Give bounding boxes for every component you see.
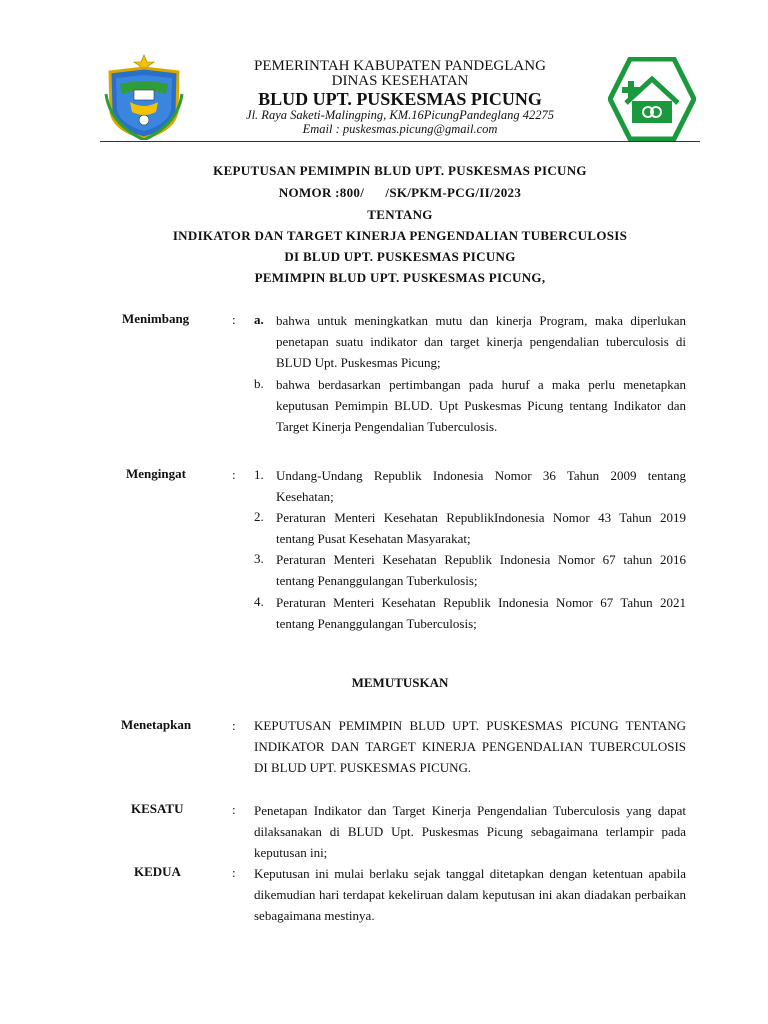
kesatu-label: KESATU xyxy=(131,801,184,816)
menimbang-item-a: bahwa untuk meningkatkan mutu dan kinerja Program, maka diperlukan penetapan suatu indikator dan target kinerja pengendalian tuberculosis di BLUD Upt. Puskesmas Picung; xyxy=(276,313,686,370)
mengingat-item-4: Peraturan Menteri Kesehatan Republik Indonesia Nomor 67 Tahun 2021 tentang Penanggulangan Tuberculosis; xyxy=(276,595,686,631)
letterhead-address: Jl. Raya Saketi-Malingping, KM.16PicungPandeglang 42275 xyxy=(246,108,554,122)
decree-subject-location: DI BLUD UPT. PUSKESMAS PICUNG xyxy=(284,249,516,264)
menimbang-marker-a: a. xyxy=(254,312,264,327)
memutuskan-heading: MEMUTUSKAN xyxy=(351,675,449,690)
letterhead-government: PEMERINTAH KABUPATEN PANDEGLANG xyxy=(254,58,546,74)
menimbang-colon: : xyxy=(232,312,236,327)
mengingat-colon: : xyxy=(232,467,236,482)
kedua-text: Keputusan ini mulai berlaku sejak tanggal ditetapkan dengan ketentuan apabila dikemudian hari terdapat kekeliruan dalam keputusan ini akan diadakan perbaikan sebagaimana mestinya. xyxy=(254,866,686,923)
decree-number: NOMOR :800/ /SK/PKM-PCG/II/2023 xyxy=(278,185,522,200)
puskesmas-green-cross-icon xyxy=(608,57,696,141)
letterhead-divider xyxy=(100,141,700,142)
decree-issuer: PEMIMPIN BLUD UPT. PUSKESMAS PICUNG, xyxy=(254,270,546,285)
menimbang-marker-b: b. xyxy=(254,376,264,391)
kesatu-text: Penetapan Indikator dan Target Kinerja Pengendalian Tuberculosis yang dapat dilaksanakan di BLUD Upt. Puskesmas Picung sebagaimana terlampir pada keputusan ini; xyxy=(254,803,686,860)
mengingat-marker-2: 2. xyxy=(254,509,264,524)
mengingat-item-1: Undang-Undang Republik Indonesia Nomor 36 Tahun 2009 tentang Kesehatan; xyxy=(276,468,686,504)
decree-title: KEPUTUSAN PEMIMPIN BLUD UPT. PUSKESMAS PICUNG xyxy=(213,163,587,178)
letterhead-email: Email : puskesmas.picung@gmail.com xyxy=(302,122,498,136)
mengingat-item-3: Peraturan Menteri Kesehatan Republik Indonesia Nomor 67 tahun 2016 tentang Penanggulangan Tuberkulosis; xyxy=(276,552,686,588)
menimbang-label: Menimbang xyxy=(122,311,190,326)
pandeglang-regency-seal-icon xyxy=(104,54,184,140)
letterhead-department: DINAS KESEHATAN xyxy=(331,73,469,89)
menetapkan-text: KEPUTUSAN PEMIMPIN BLUD UPT. PUSKESMAS PICUNG TENTANG INDIKATOR DAN TARGET KINERJA PENGENDALIAN TUBERCULOSIS DI BLUD UPT. PUSKESMAS PICUNG. xyxy=(254,718,686,775)
kedua-label: KEDUA xyxy=(134,864,181,879)
menetapkan-label: Menetapkan xyxy=(121,717,192,732)
decree-about: TENTANG xyxy=(367,207,433,222)
kesatu-colon: : xyxy=(232,802,236,817)
menetapkan-colon: : xyxy=(232,718,236,733)
decree-subject: INDIKATOR DAN TARGET KINERJA PENGENDALIAN TUBERCULOSIS xyxy=(172,228,628,243)
letterhead-institution: BLUD UPT. PUSKESMAS PICUNG xyxy=(258,89,542,109)
mengingat-marker-4: 4. xyxy=(254,594,264,609)
kedua-colon: : xyxy=(232,865,236,880)
mengingat-marker-3: 3. xyxy=(254,551,264,566)
mengingat-label: Mengingat xyxy=(126,466,186,481)
mengingat-marker-1: 1. xyxy=(254,467,264,482)
menimbang-item-b: bahwa berdasarkan pertimbangan pada huruf a maka perlu menetapkan keputusan Pemimpin BLUD. Upt Puskesmas Picung tentang Indikator dan Target Kinerja Pengendalian Tuberculosis. xyxy=(276,377,686,434)
mengingat-item-2: Peraturan Menteri Kesehatan RepublikIndonesia Nomor 43 Tahun 2019 tentang Pusat Kesehatan Masyarakat; xyxy=(276,510,686,546)
